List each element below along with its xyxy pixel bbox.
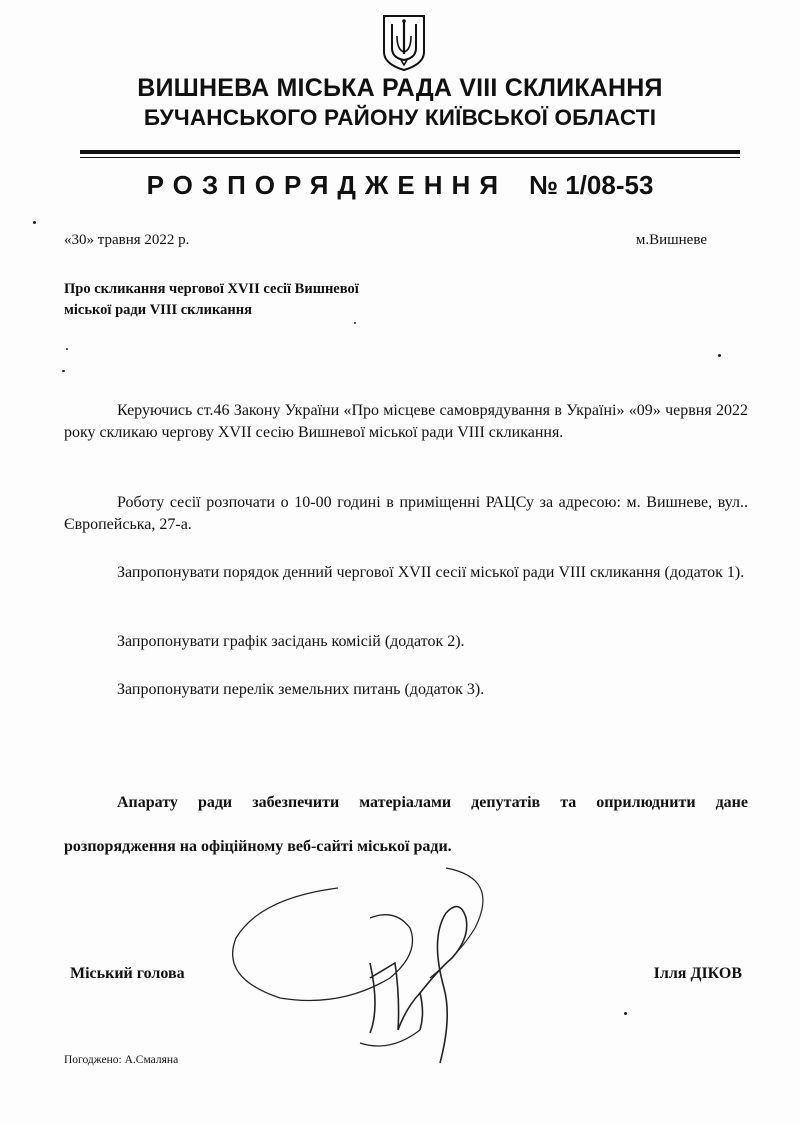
trident-coat-of-arms-icon <box>382 14 426 72</box>
instruction-paragraph: Апарату ради забезпечити матеріалами депутатів та оприлюднити дане розпорядження на офіційному веб-сайті міської ради. <box>64 794 748 855</box>
document-place: м.Вишневе <box>635 232 707 248</box>
scan-speck <box>62 370 65 372</box>
handwritten-signature-icon <box>220 858 540 1078</box>
date-place-line <box>64 232 707 249</box>
subject-line: Про скликання чергової XVII сесії Вишневої <box>64 281 359 297</box>
body-paragraph: Керуючись ст.46 Закону України «Про місцеве самоврядування в Україні» «09» червня 2022 року скликаю чергову XVII сесію Вишневої міської ради VIII скликання. <box>64 402 748 441</box>
document-type: РОЗПОРЯДЖЕННЯ <box>146 170 508 200</box>
header-divider-thin <box>80 157 740 158</box>
body-paragraph: Запропонувати перелік земельних питань (додаток 3). <box>117 681 485 698</box>
body-paragraph: Запропонувати порядок денний чергової XVII сесії міської ради VIII скликання (додаток 1). <box>117 564 745 581</box>
council-district: БУЧАНСЬКОГО РАЙОНУ КИЇВСЬКОЇ ОБЛАСТІ <box>143 105 657 130</box>
approval-note: Погоджено: А.Смаляна <box>64 1054 179 1066</box>
subject-line: міської ради VIII скликання <box>64 302 252 318</box>
document-title <box>0 170 800 201</box>
document-subject <box>64 279 444 321</box>
scan-speck <box>66 348 68 350</box>
header-divider-thick <box>80 150 740 154</box>
document-number: № 1/08-53 <box>529 170 654 200</box>
body-paragraph: Запропонувати графік засідань комісій (додаток 2). <box>117 633 465 650</box>
signer-position: Міський голова <box>70 965 185 982</box>
scan-speck <box>354 322 356 324</box>
body-paragraph: Роботу сесії розпочати о 10-00 годині в приміщенні РАЦСу за адресою: м. Вишневе, вул.. Європейська, 27-а. <box>64 494 748 533</box>
signer-name: Ілля ДІКОВ <box>653 965 742 982</box>
scan-speck <box>33 221 36 224</box>
scan-speck <box>624 1012 627 1015</box>
scan-speck <box>718 354 721 357</box>
council-name: ВИШНЕВА МІСЬКА РАДА VIII СКЛИКАННЯ <box>137 74 663 102</box>
document-date: «30» травня 2022 р. <box>64 232 190 248</box>
